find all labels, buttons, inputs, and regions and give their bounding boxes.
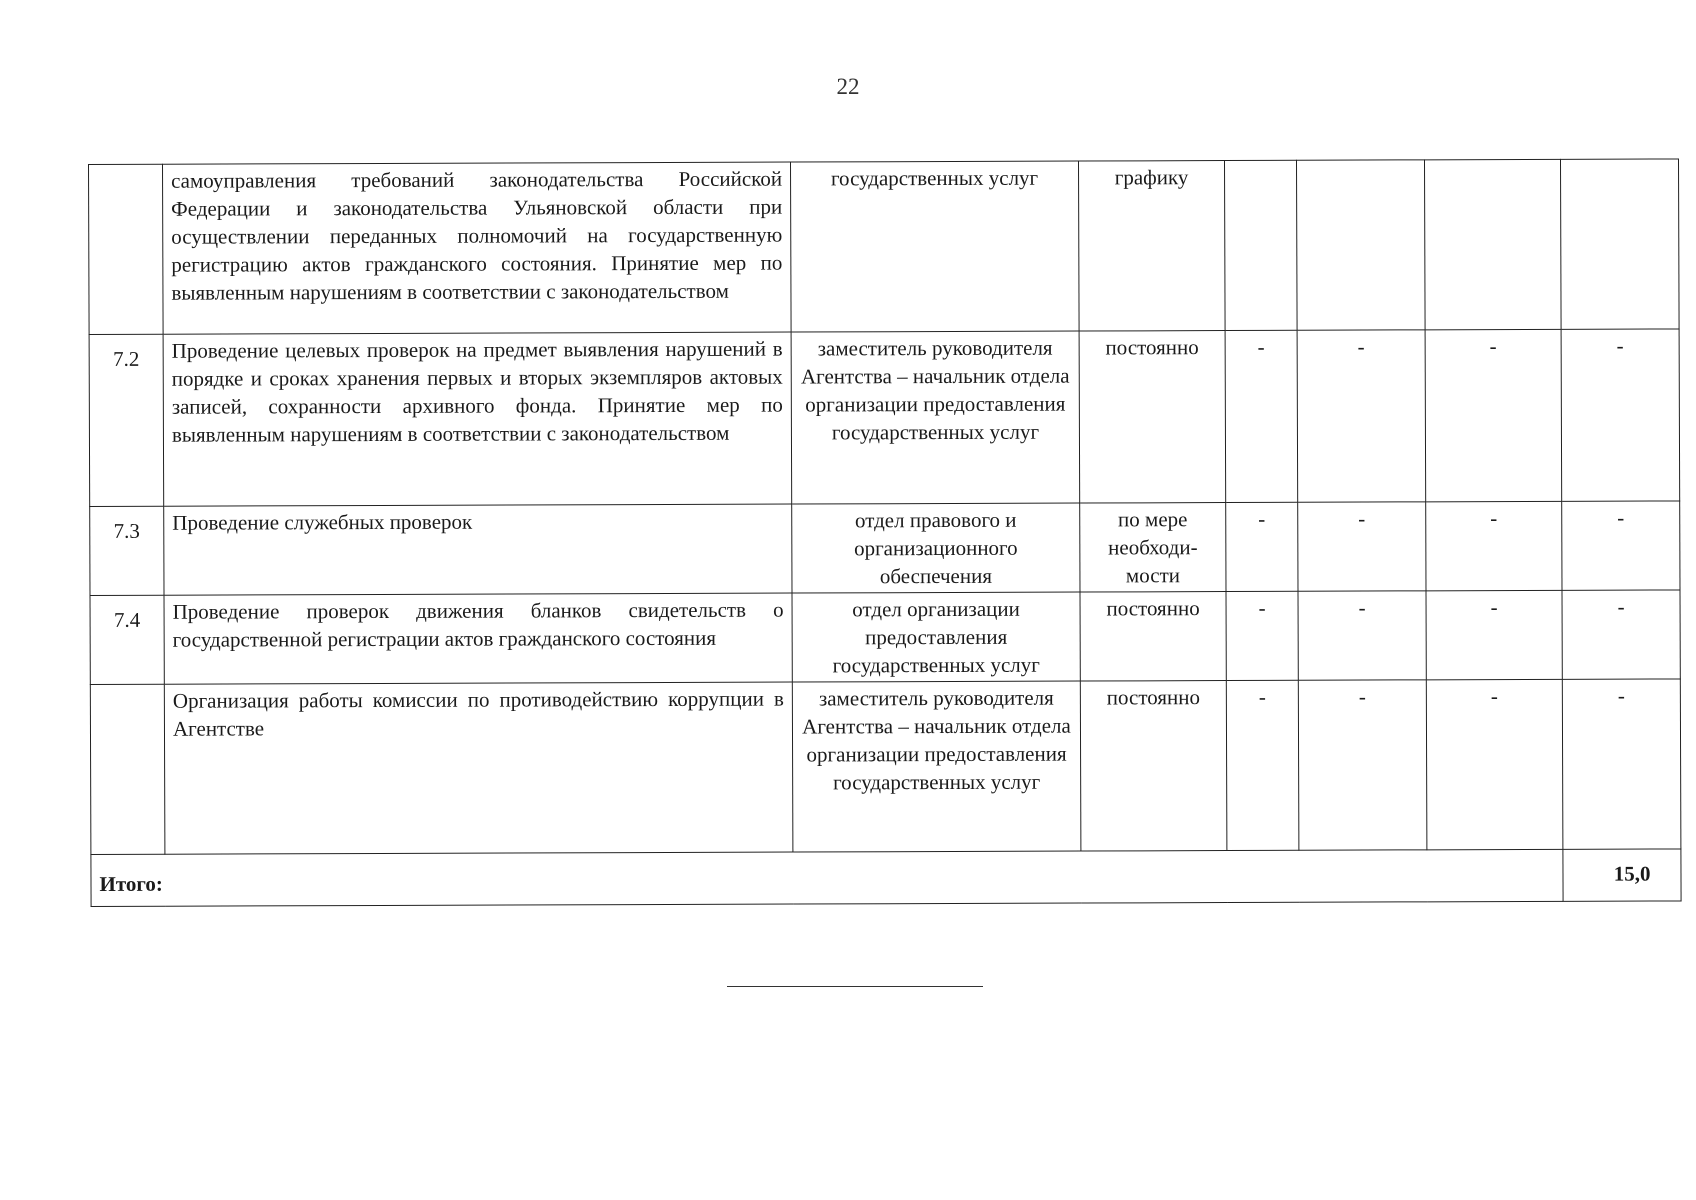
total-row [91,849,1681,907]
row-value-2: - [1298,591,1426,680]
row-value-1: - [1225,330,1298,502]
row-value-1 [1224,160,1297,330]
row-term: постоянно [1080,592,1226,682]
table-row [90,590,1680,685]
activity-table [88,158,1682,907]
row-value-3: - [1426,501,1562,590]
row-description: Проведение проверок движения бланков свидетельств о государственной регистрации актов гражданского состояния [164,593,792,684]
row-term: по мере необходи-мости [1080,503,1226,593]
row-number [90,684,165,854]
row-value-3 [1424,159,1561,329]
row-term: графику [1078,161,1225,332]
row-value-4: - [1562,501,1680,590]
row-value-2 [1296,160,1425,330]
row-value-4: - [1561,329,1680,501]
row-responsible: заместитель руководителя Агентства – начальник отдела организации предоставления государственных услуг [791,331,1080,504]
row-number: 7.2 [89,334,164,506]
row-number [89,164,164,334]
row-description: самоуправления требований законодательства Российской Федерации и законодательства Ульяновской области при осуществлении переданных полномочий на государственную регистрацию актов гражданского состояния. Принятие мер по выявленным нарушениям в соответствии с законодательством [163,162,792,334]
row-responsible: государственных услуг [790,161,1079,332]
row-value-4 [1560,159,1679,329]
total-label: Итого: [91,849,1563,906]
row-value-2: - [1298,502,1426,591]
page-number: 22 [836,74,860,99]
row-value-3: - [1426,679,1563,849]
row-responsible: заместитель руководителя Агентства – начальник отдела организации предоставления государственных услуг [792,681,1081,852]
row-value-3: - [1425,329,1562,501]
total-value: 15,0 [1563,849,1681,901]
row-description: Проведение служебных проверок [164,504,792,595]
row-value-3: - [1426,590,1562,679]
table-row [90,501,1680,596]
row-number: 7.3 [90,506,164,595]
row-value-1: - [1226,502,1298,591]
table-row [90,679,1681,855]
row-value-4: - [1562,590,1680,679]
table-row [89,329,1680,507]
row-value-1: - [1226,591,1298,680]
row-responsible: отдел организации предоставления государственных услуг [792,592,1080,682]
row-description: Проведение целевых проверок на предмет выявления нарушений в порядке и сроках хранения первых и вторых экземпляров актовых записей, сохранности архивного фонда. Принятие мер по выявленным нарушениям в соответствии с законодательством [163,332,792,506]
row-value-2: - [1298,680,1427,850]
table-row [89,159,1680,335]
row-term: постоянно [1079,331,1226,504]
row-value-1: - [1226,680,1299,850]
row-number: 7.4 [90,595,164,684]
row-term: постоянно [1080,681,1227,852]
row-value-2: - [1297,330,1426,502]
closing-rule [727,986,983,987]
row-responsible: отдел правового и организационного обеспечения [792,503,1080,593]
row-description: Организация работы комиссии по противодействию коррупции в Агентстве [164,682,793,854]
row-value-4: - [1562,679,1681,849]
